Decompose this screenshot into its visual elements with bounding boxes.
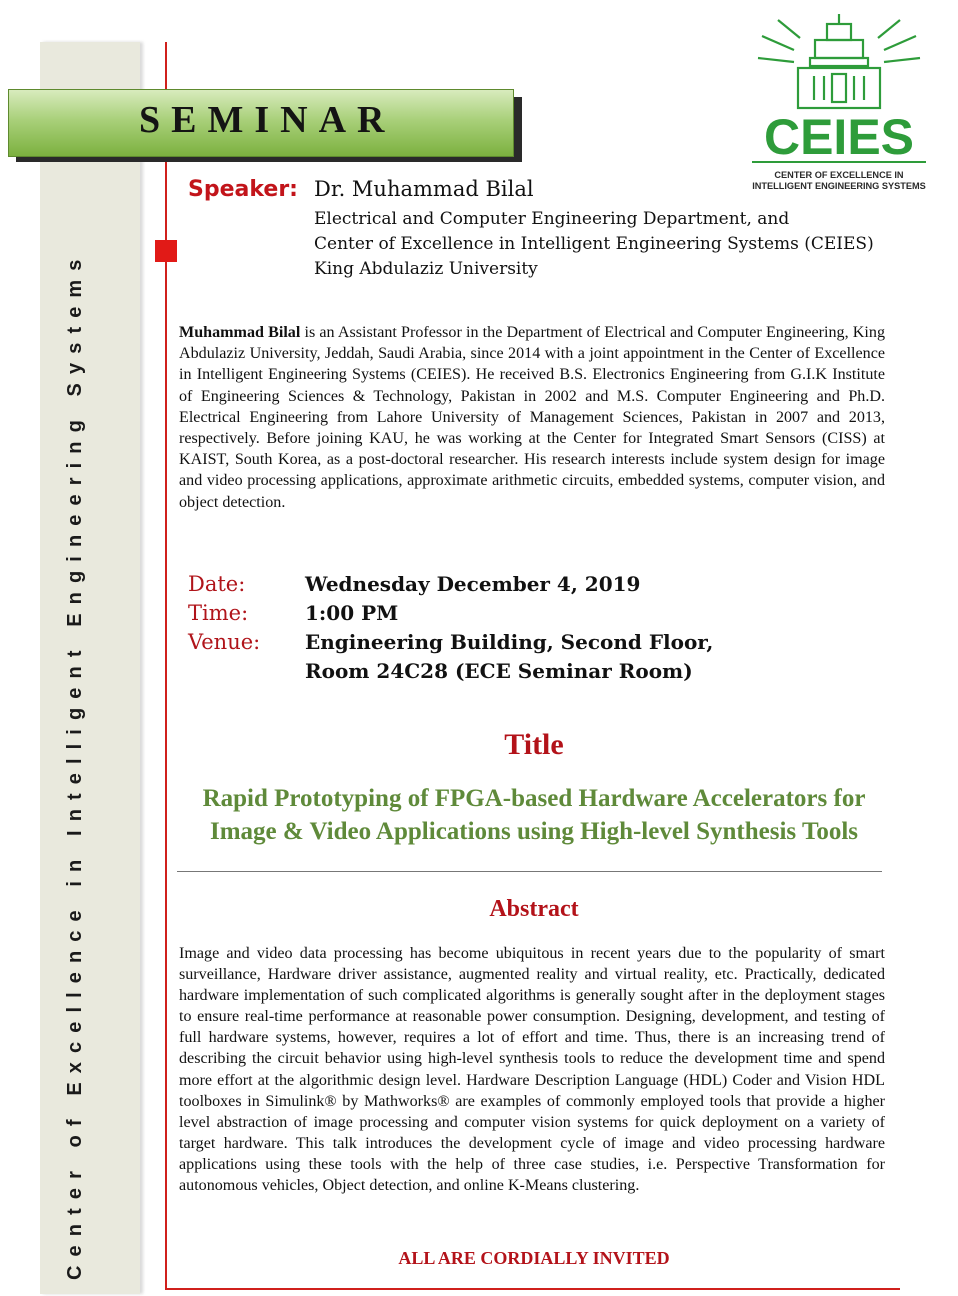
speaker-affiliation — [314, 207, 874, 282]
venue-label: Venue: — [188, 630, 261, 654]
bio-name: Muhammad Bilal — [179, 324, 301, 341]
venue-line1: Engineering Building, Second Floor, — [305, 630, 714, 654]
time-label: Time: — [188, 601, 249, 625]
logo-wordmark: CEIES — [763, 109, 915, 165]
logo-caption-line1: CENTER OF EXCELLENCE IN — [774, 170, 904, 180]
abstract-text: Image and video data processing has become ubiquitous in recent years due to the popularity of smart surveillance, Hardware driver assistance, augmented reality and virtual reality, etc. Practically, dedicated hardware implementation of such complicated algorithms is generally sought after in the deployment stages to ensure real-time performance at reasonable power consumption. Designing, development, and testing of full hardware systems, however, requires a lot of effort and time. Thus, there is an increasing trend of describing the circuit behavior using high-level synthesis tools to reduce the development time and spend more effort at the algorithmic design level. Hardware Description Language (HDL) Coder and Vision HDL toolboxes in Simulink® by Mathworks® are examples of commonly employed tools that provide a higher level abstraction of image processing and computer vision systems for quick deployment on a variety of target hardware. This talk introduces the development cycle of image and video processing hardware applications using these tools with the help of three case studies, i.e. Perspective Transformation for autonomous vehicles, Object detection, and online K-Means clustering. — [179, 945, 885, 1195]
speaker-label: Speaker: — [188, 177, 298, 202]
talk-title — [170, 782, 898, 848]
seminar-banner — [8, 89, 514, 157]
date-label: Date: — [188, 572, 246, 596]
speaker-name: Dr. Muhammad Bilal — [314, 177, 534, 201]
affiliation-line: Center of Excellence in Intelligent Engineering Systems (CEIES) — [314, 234, 874, 254]
red-bottom-line — [165, 1288, 900, 1290]
logo-caption — [748, 170, 930, 192]
talk-title-line2: Image & Video Applications using High-level Synthesis Tools — [209, 818, 859, 845]
date-value: Wednesday December 4, 2019 — [305, 572, 641, 596]
talk-title-line1: Rapid Prototyping of FPGA-based Hardware Accelerators for — [202, 785, 866, 812]
sidebar-vertical-text: Center of Excellence in Intelligent Engineering Systems — [64, 250, 86, 1280]
affiliation-line: King Abdulaziz University — [314, 259, 538, 279]
section-divider — [177, 871, 882, 872]
red-margin-line — [165, 42, 167, 1290]
time-value: 1:00 PM — [305, 601, 399, 625]
title-heading: Title — [504, 728, 564, 761]
logo-caption-line2: INTELLIGENT ENGINEERING SYSTEMS — [752, 181, 926, 191]
venue-line2: Room 24C28 (ECE Seminar Room) — [305, 659, 693, 683]
bio-text: is an Assistant Professor in the Department of Electrical and Computer Engineering, King Abdulaziz University, Jeddah, Saudi Arabia, since 2014 with a joint appointment in the Center of Excellence in Intelligent Engineering Systems (CEIES). He received B.S. Electronics Engineering from G.I.K Institute of Engineering Sciences & Technology, Pakistan in 2002 and M.S. Computer Engineering and Ph.D. Electrical Engineering from Lahore University of Management Sciences, Pakistan in 2007 and 2013, respectively. Before joining KAU, he was working at the Center for Integrated Smart Sensors (CISS) at KAIST, South Korea, as a post-doctoral researcher. His research interests include system design for image and video processing applications, approximate arithmetic circuits, embedded systems, computer vision, and object detection. — [179, 324, 885, 511]
invitation-text: ALL ARE CORDIALLY INVITED — [398, 1248, 670, 1268]
side-band — [40, 42, 140, 1294]
red-square-marker — [155, 240, 177, 262]
speaker-bio — [179, 322, 885, 513]
banner-title: SEMINAR — [139, 99, 396, 141]
abstract-heading: Abstract — [489, 896, 579, 922]
affiliation-line: Electrical and Computer Engineering Department, and — [314, 209, 790, 229]
